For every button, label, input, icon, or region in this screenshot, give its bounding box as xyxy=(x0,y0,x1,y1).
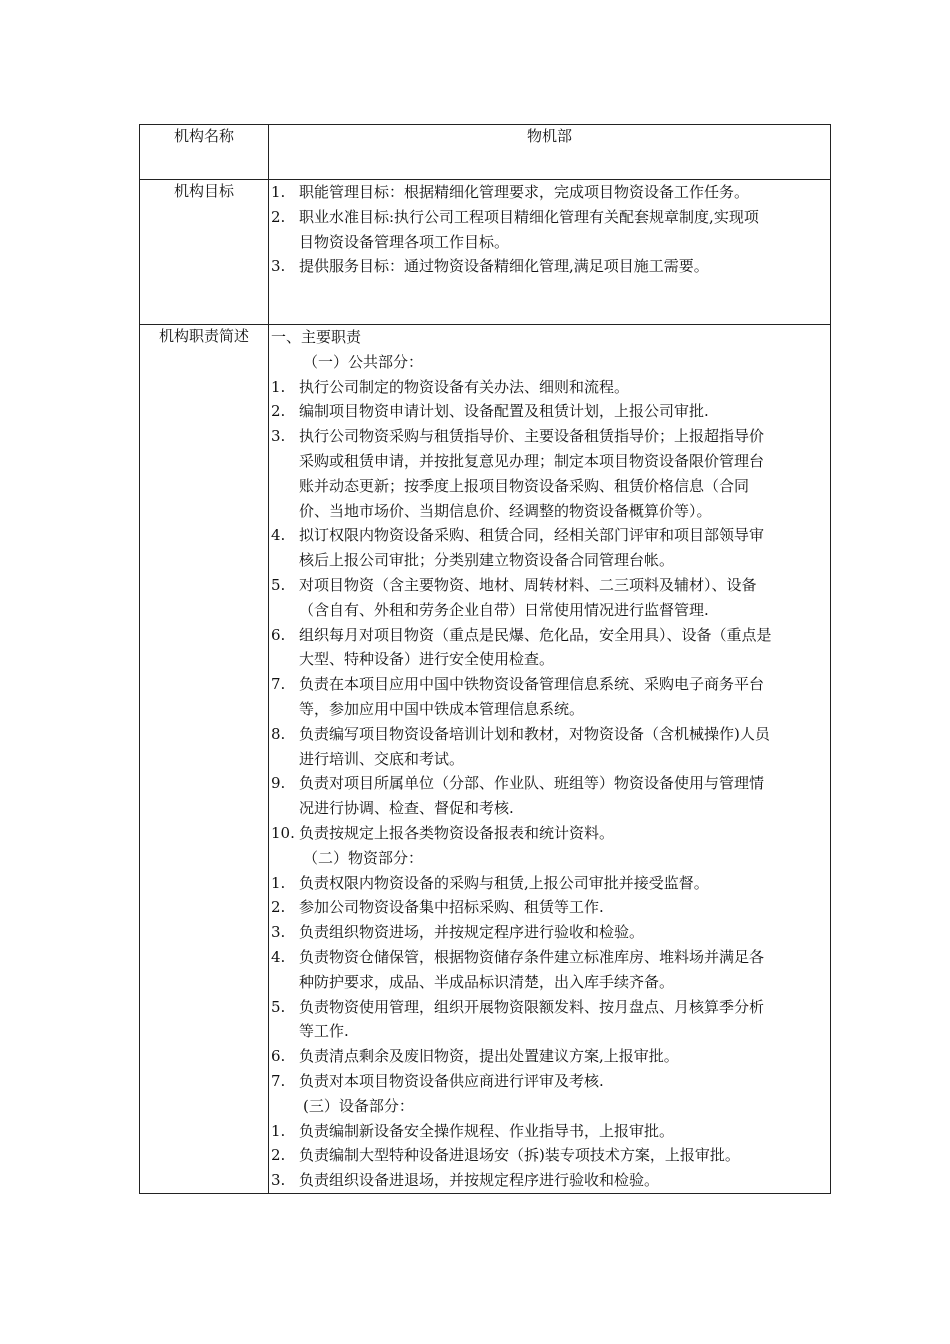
list-item-line: 执行公司制定的物资设备有关办法、细则和流程。 xyxy=(299,377,630,396)
list-item xyxy=(269,895,830,920)
list-item-number: 2. xyxy=(271,898,286,917)
list-item-line: 组织每月对项目物资（重点是民爆、危化品，安全用具）、设备（重点是 xyxy=(299,625,772,644)
list-item-text xyxy=(299,375,830,400)
list-item-number: 2. xyxy=(271,1146,286,1165)
list-item-line: 等，参加应用中国中铁成本管理信息系统。 xyxy=(299,699,585,718)
list-item-line: 账并动态更新；按季度上报项目物资设备采购、租赁价格信息（合同 xyxy=(299,476,750,495)
list-item-number: 3. xyxy=(271,257,286,276)
list-item-text xyxy=(299,623,830,673)
list-item-text xyxy=(299,722,830,772)
list-item xyxy=(269,945,830,995)
list-item-text xyxy=(299,424,830,523)
list-item-text xyxy=(299,1143,830,1168)
list-item-line: （含自有、外租和劳务企业自带）日常使用情况进行监督管理. xyxy=(299,600,709,619)
list-item-number: 3. xyxy=(271,427,286,446)
list-item xyxy=(269,254,830,279)
list-item-line: 负责物资使用管理，组织开展物资限额发料、按月盘点、月核算季分析 xyxy=(299,997,765,1016)
list-item-line: 负责编制大型特种设备进退场安（拆)装专项技术方案，上报审批。 xyxy=(299,1146,740,1165)
list-item-line: 负责物资仓储保管，根据物资储存条件建立标准库房、堆料场并满足各 xyxy=(299,947,765,966)
list-item-text xyxy=(299,920,830,945)
list-item-number: 5. xyxy=(271,575,286,594)
table-row xyxy=(140,125,831,180)
list-item-number: 2. xyxy=(271,207,286,226)
list-item-text xyxy=(299,523,830,573)
table-row xyxy=(140,325,831,1194)
list-item-number: 9. xyxy=(271,774,286,793)
list-item-number: 1. xyxy=(271,377,286,396)
list-item-text xyxy=(299,1069,830,1094)
list-item-line: 负责清点剩余及废旧物资，提出处置建议方案,上报审批。 xyxy=(299,1047,679,1066)
list-item xyxy=(269,920,830,945)
list-item xyxy=(269,375,830,400)
list-item-text xyxy=(299,254,830,279)
list-item-text xyxy=(299,895,830,920)
list-item-text xyxy=(299,871,830,896)
list-item-line: 目物资设备管理各项工作目标。 xyxy=(299,232,510,251)
list-item-line: 种防护要求，成品、半成品标识清楚，出入库手续齐备。 xyxy=(299,972,675,991)
section-title-public: （一）公共部分： xyxy=(303,352,424,371)
list-item-line: 负责权限内物资设备的采购与租赁,上报公司审批并接受监督。 xyxy=(299,873,709,892)
duties-heading: 一、主要职责 xyxy=(271,328,362,346)
list-item-line: 等工作. xyxy=(299,1022,349,1041)
list-item-text xyxy=(299,573,830,623)
org-goal-list xyxy=(269,180,831,325)
list-item xyxy=(269,1143,830,1168)
list-item-number: 1. xyxy=(271,873,286,892)
list-item-number: 6. xyxy=(271,625,286,644)
list-item-number: 3. xyxy=(271,923,286,942)
table-row xyxy=(140,180,831,325)
list-item xyxy=(269,573,830,623)
org-name-value: 物机部 xyxy=(269,125,831,180)
list-item-line: 负责编制新设备安全操作规程、作业指导书，上报审批。 xyxy=(299,1121,675,1140)
org-duties-content xyxy=(269,325,831,1194)
list-item-line: 拟订权限内物资设备采购、租赁合同，经相关部门评审和项目部领导审 xyxy=(299,526,765,545)
org-goal-label: 机构目标 xyxy=(140,180,269,325)
list-item-number: 1. xyxy=(271,1121,286,1140)
list-item-text xyxy=(299,1119,830,1144)
list-item-line: 进行培训、交底和考试。 xyxy=(299,749,465,768)
list-item xyxy=(269,722,830,772)
list-item-line: 负责在本项目应用中国中铁物资设备管理信息系统、采购电子商务平台 xyxy=(299,675,765,694)
list-item-line: 职能管理目标：根据精细化管理要求，完成项目物资设备工作任务。 xyxy=(299,183,750,201)
list-item-line: 负责对项目所属单位（分部、作业队、班组等）物资设备使用与管理情 xyxy=(299,774,765,793)
list-item-number: 3. xyxy=(271,1171,286,1190)
list-item xyxy=(269,1119,830,1144)
list-item-text xyxy=(299,945,830,995)
responsibility-table xyxy=(139,124,831,1194)
list-item xyxy=(269,1069,830,1094)
list-item-number: 1. xyxy=(271,183,286,201)
section-title-equipment: (三）设备部分： xyxy=(303,1096,414,1115)
list-item-line: 价、当地市场价、当期信息价、经调整的物资设备概算价等）。 xyxy=(299,501,712,520)
list-item-line: 负责组织物资进场，并按规定程序进行验收和检验。 xyxy=(299,923,645,942)
list-item-number: 7. xyxy=(271,675,286,694)
list-item xyxy=(269,623,830,673)
list-item-line: 采购或租赁申请，并按批复意见办理；制定本项目物资设备限价管理台 xyxy=(299,451,765,470)
list-item xyxy=(269,180,830,205)
list-item xyxy=(269,821,830,846)
list-item-line: 提供服务目标：通过物资设备精细化管理,满足项目施工需要。 xyxy=(299,257,709,276)
list-item-number: 4. xyxy=(271,947,286,966)
list-item-number: 2. xyxy=(271,402,286,421)
list-item xyxy=(269,523,830,573)
list-item-line: 参加公司物资设备集中招标采购、租赁等工作. xyxy=(299,898,604,917)
list-item-text xyxy=(299,995,830,1045)
list-item xyxy=(269,995,830,1045)
list-item-line: 大型、特种设备）进行安全使用检查。 xyxy=(299,650,555,669)
list-item-text xyxy=(299,1044,830,1069)
list-item-line: 职业水准目标:执行公司工程项目精细化管理有关配套规章制度,实现项 xyxy=(299,207,759,226)
list-item-number: 7. xyxy=(271,1071,286,1090)
list-item xyxy=(269,205,830,255)
list-item-number: 5. xyxy=(271,997,286,1016)
list-item-line: 负责编写项目物资设备培训计划和教材，对物资设备（含机械操作)人员 xyxy=(299,724,770,743)
list-item-number: 10. xyxy=(271,823,295,842)
list-item xyxy=(269,672,830,722)
list-item-line: 负责对本项目物资设备供应商进行评审及考核. xyxy=(299,1071,604,1090)
list-item-text xyxy=(299,180,830,205)
list-item-line: 对项目物资（含主要物资、地材、周转材料、二三项料及辅材）、设备 xyxy=(299,575,757,594)
list-item xyxy=(269,399,830,424)
list-item xyxy=(269,424,830,523)
list-item-text xyxy=(299,205,830,255)
list-item-text xyxy=(299,672,830,722)
list-item-number: 6. xyxy=(271,1047,286,1066)
list-item-line: 执行公司物资采购与租赁指导价、主要设备租赁指导价；上报超指导价 xyxy=(299,427,765,446)
section-title-materials: （二）物资部分： xyxy=(303,848,424,867)
list-item-line: 核后上报公司审批；分类别建立物资设备合同管理台帐。 xyxy=(299,551,675,570)
org-name-label: 机构名称 xyxy=(140,125,269,180)
list-item-line: 况进行协调、检查、督促和考核. xyxy=(299,799,514,818)
list-item-number: 8. xyxy=(271,724,286,743)
list-item-text xyxy=(299,1168,830,1193)
list-item-text xyxy=(299,821,830,846)
list-item-text xyxy=(299,771,830,821)
list-item xyxy=(269,1168,830,1193)
list-item-line: 负责组织设备进退场，并按规定程序进行验收和检验。 xyxy=(299,1171,660,1190)
list-item xyxy=(269,1044,830,1069)
org-duties-label: 机构职责简述 xyxy=(140,325,269,1194)
list-item xyxy=(269,871,830,896)
list-item xyxy=(269,771,830,821)
list-item-line: 负责按规定上报各类物资设备报表和统计资料。 xyxy=(299,823,615,842)
list-item-number: 4. xyxy=(271,526,286,545)
list-item-text xyxy=(299,399,830,424)
list-item-line: 编制项目物资申请计划、设备配置及租赁计划，上报公司审批. xyxy=(299,402,709,421)
